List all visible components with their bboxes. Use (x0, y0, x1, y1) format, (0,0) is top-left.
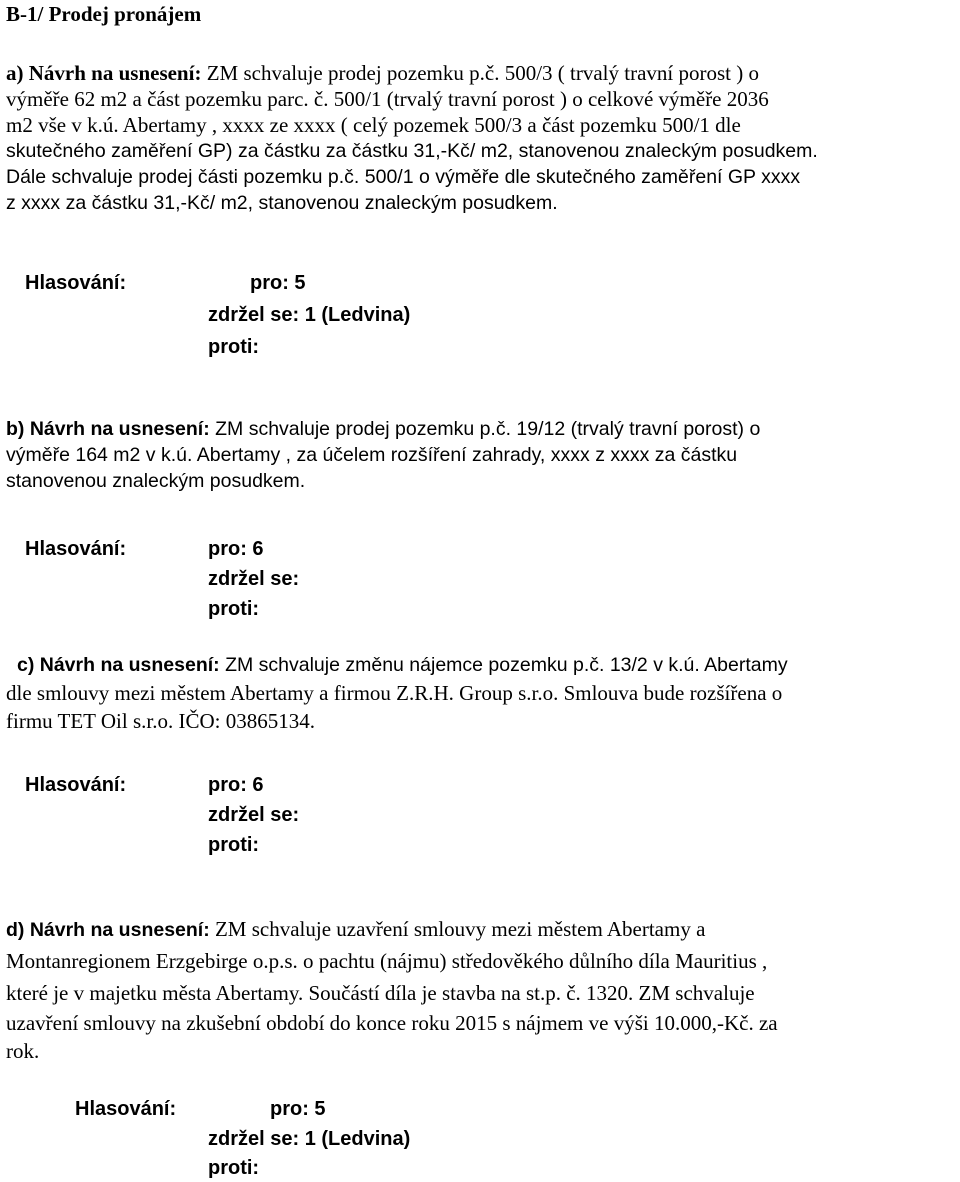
resolution-c-line-1: c) Návrh na usnesení: ZM schvaluje změnu nájemce pozemku p.č. 13/2 v k.ú. Abertamy (17, 654, 788, 676)
resolution-d-line-1: d) Návrh na usnesení: ZM schvaluje uzavření smlouvy mezi městem Abertamy a (6, 917, 706, 941)
vote-d-pro: pro: 5 (270, 1098, 326, 1120)
vote-d-zdrzel: zdržel se: 1 (Ledvina) (208, 1128, 411, 1150)
resolution-b-label: b) Návrh na usnesení: (6, 418, 210, 440)
vote-b-pro: pro: 6 (208, 538, 264, 560)
resolution-d-line-3: které je v majetku města Abertamy. Součástí díla je stavba na st.p. č. 1320. ZM schvaluje (6, 981, 755, 1005)
resolution-b-line-1: b) Návrh na usnesení: ZM schvaluje prodej pozemku p.č. 19/12 (trvalý travní porost) o (6, 418, 761, 440)
vote-d-proti: proti: (208, 1157, 260, 1179)
resolution-a-line-3: m2 vše v k.ú. Abertamy , xxxx ze xxxx ( celý pozemek 500/3 a část pozemku 500/1 dle (6, 113, 741, 137)
vote-a-proti: proti: (208, 336, 260, 358)
resolution-d-label: d) Návrh na usnesení: (6, 919, 210, 941)
resolution-b-line-2: výměře 164 m2 v k.ú. Abertamy , za účelem rozšíření zahrady, xxxx z xxxx za částku (6, 444, 738, 466)
vote-b-zdrzel: zdržel se: (208, 568, 300, 590)
resolution-d-line-2: Montanregionem Erzgebirge o.p.s. o pachtu (nájmu) středověkého důlního díla Mauritius , (6, 949, 768, 973)
resolution-a-line-2: výměře 62 m2 a část pozemku parc. č. 500/1 (trvalý travní porost ) o celkové výměře 2036 (6, 87, 769, 111)
resolution-d-line-5: rok. (6, 1039, 40, 1063)
vote-c-pro: pro: 6 (208, 774, 264, 796)
resolution-a-line-6: z xxxx za částku 31,-Kč/ m2, stanovenou znaleckým posudkem. (6, 192, 558, 214)
vote-b-proti: proti: (208, 598, 260, 620)
vote-c-label: Hlasování: (25, 774, 127, 796)
section-heading: B-1/ Prodej pronájem (6, 2, 202, 26)
vote-c-proti: proti: (208, 834, 260, 856)
resolution-c-label: c) Návrh na usnesení: (17, 654, 220, 676)
resolution-a-line-4: skutečného zaměření GP) za částku za částku 31,-Kč/ m2, stanovenou znaleckým posudkem. (6, 140, 818, 162)
resolution-c-line-3: firmu TET Oil s.r.o. IČO: 03865134. (6, 709, 315, 733)
resolution-a-label: a) Návrh na usnesení: (6, 61, 202, 85)
resolution-a-line-5: Dále schvaluje prodej části pozemku p.č. 500/1 o výměře dle skutečného zaměření GP xxxx (6, 166, 801, 188)
resolution-a-line-1: a) Návrh na usnesení: ZM schvaluje prodej pozemku p.č. 500/3 ( trvalý travní porost ) o (6, 61, 759, 85)
vote-c-zdrzel: zdržel se: (208, 804, 300, 826)
vote-d-label: Hlasování: (75, 1098, 177, 1120)
resolution-c-line-2: dle smlouvy mezi městem Abertamy a firmou Z.R.H. Group s.r.o. Smlouva bude rozšířena o (6, 681, 783, 705)
vote-a-pro: pro: 5 (250, 272, 306, 294)
vote-b-label: Hlasování: (25, 538, 127, 560)
resolution-b-line-3: stanovenou znaleckým posudkem. (6, 470, 306, 492)
vote-a-zdrzel: zdržel se: 1 (Ledvina) (208, 304, 411, 326)
vote-a-label: Hlasování: (25, 272, 127, 294)
resolution-d-line-4: uzavření smlouvy na zkušební období do konce roku 2015 s nájmem ve výši 10.000,-Kč. za (6, 1011, 778, 1035)
